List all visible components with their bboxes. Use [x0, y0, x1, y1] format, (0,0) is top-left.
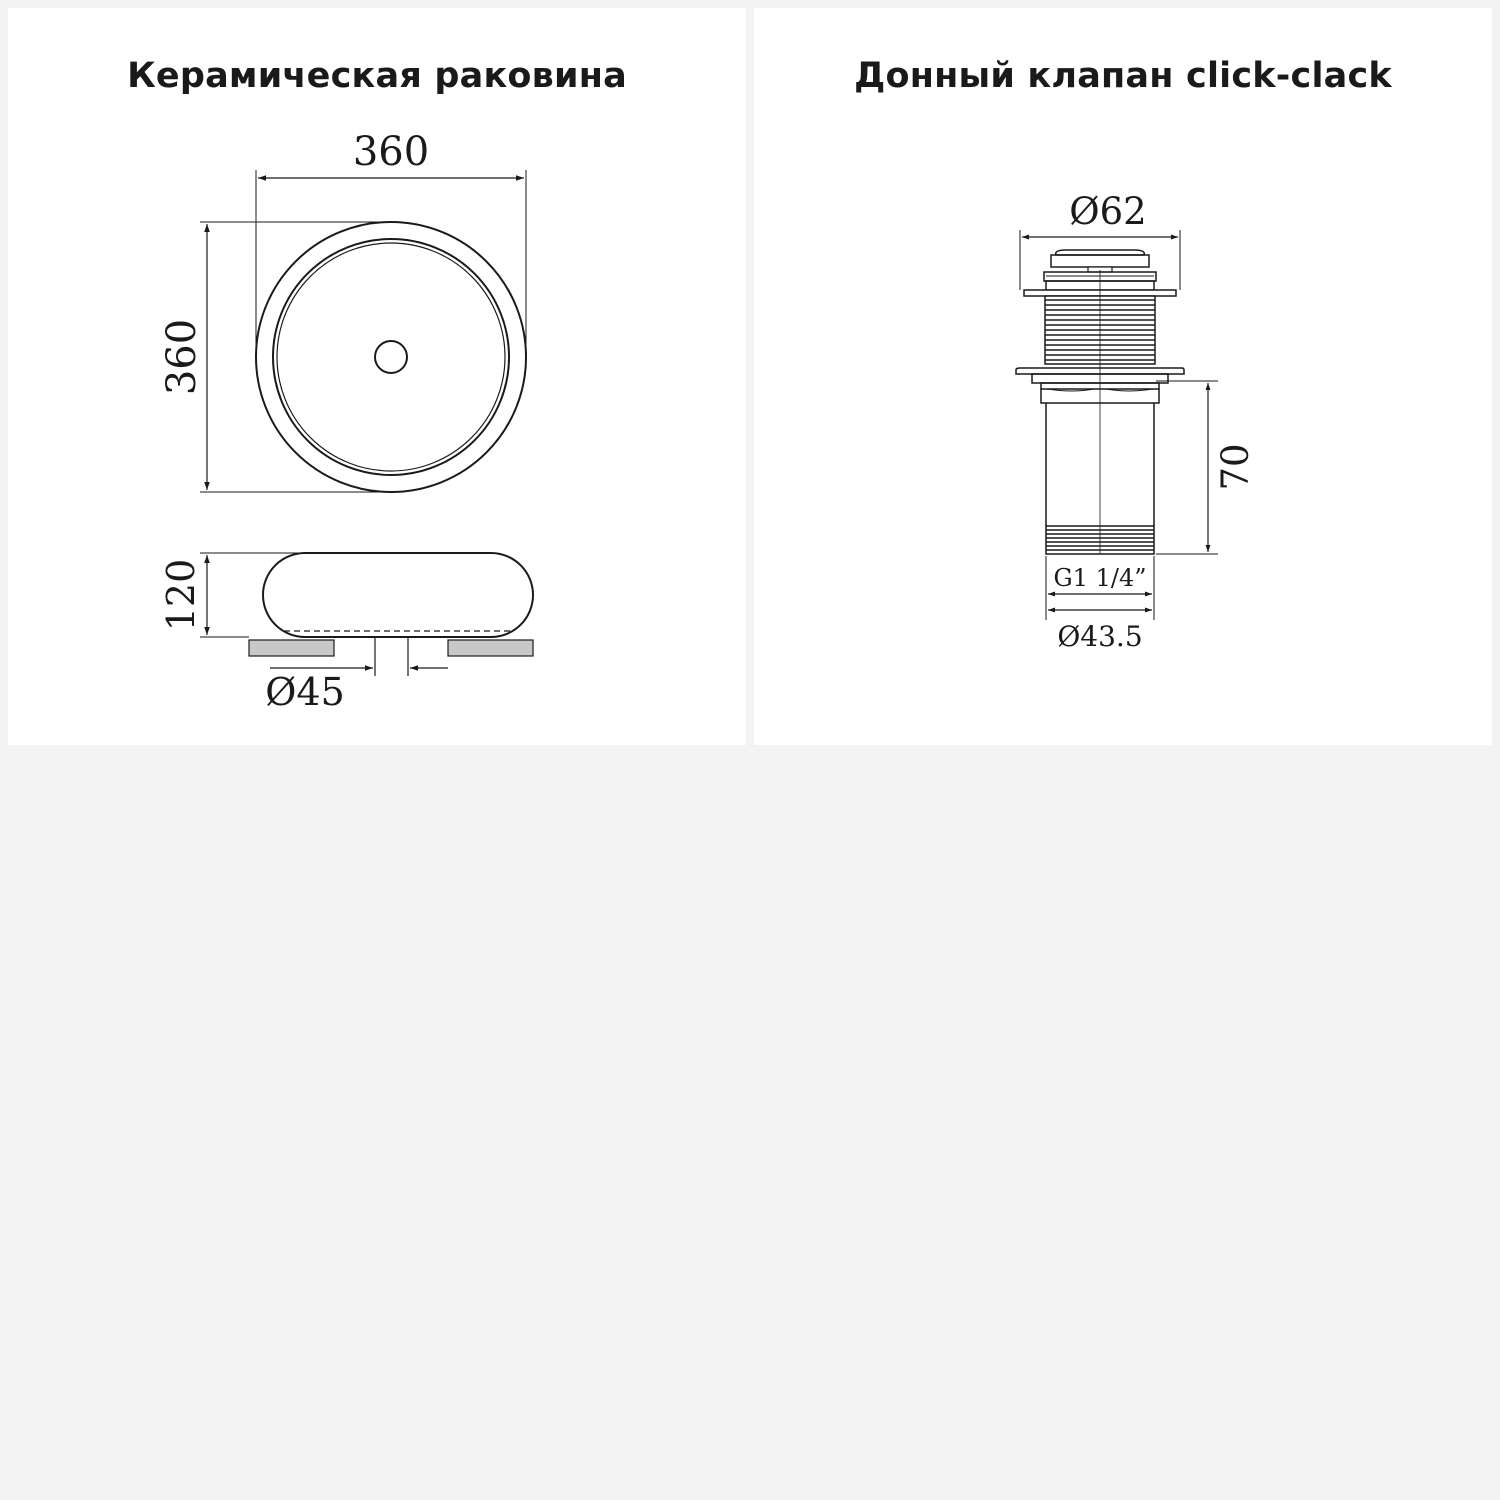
valve-drawing — [754, 8, 1492, 745]
valve-length-dimension — [1156, 381, 1257, 554]
sink-width-label: 360 — [352, 129, 430, 175]
valve-cap-diameter-label: Ø62 — [1069, 190, 1147, 233]
sink-outer-rim — [256, 222, 526, 492]
valve-body-diameter-label: Ø43.5 — [1057, 620, 1143, 653]
sink-width-dimension — [256, 129, 526, 353]
sink-drain-hole — [375, 341, 407, 373]
sink-title: Керамическая раковина — [127, 56, 627, 96]
sink-drain-dimension — [265, 668, 448, 714]
valve-thread-dimension — [1046, 556, 1154, 653]
sink-card — [8, 8, 746, 745]
valve-length-label: 70 — [1214, 443, 1257, 491]
countertop-left — [249, 640, 334, 656]
sink-side-view — [249, 553, 533, 676]
sink-height-dimension — [159, 553, 305, 637]
sink-inner-bowl-edge — [277, 243, 505, 471]
sink-inner-bowl — [273, 239, 509, 475]
valve-thread-label: G1 1/4” — [1053, 564, 1147, 592]
sink-top-view — [256, 222, 526, 492]
sink-depth-dimension — [159, 222, 391, 492]
sink-drain-label: Ø45 — [265, 670, 345, 714]
sink-drawing — [8, 8, 746, 745]
sink-depth-label: 360 — [159, 318, 205, 396]
valve-card — [754, 8, 1492, 745]
valve-title: Донный клапан click-clack — [854, 56, 1392, 96]
countertop-right — [448, 640, 533, 656]
sink-side-profile — [263, 553, 533, 637]
sink-height-label: 120 — [159, 558, 203, 632]
